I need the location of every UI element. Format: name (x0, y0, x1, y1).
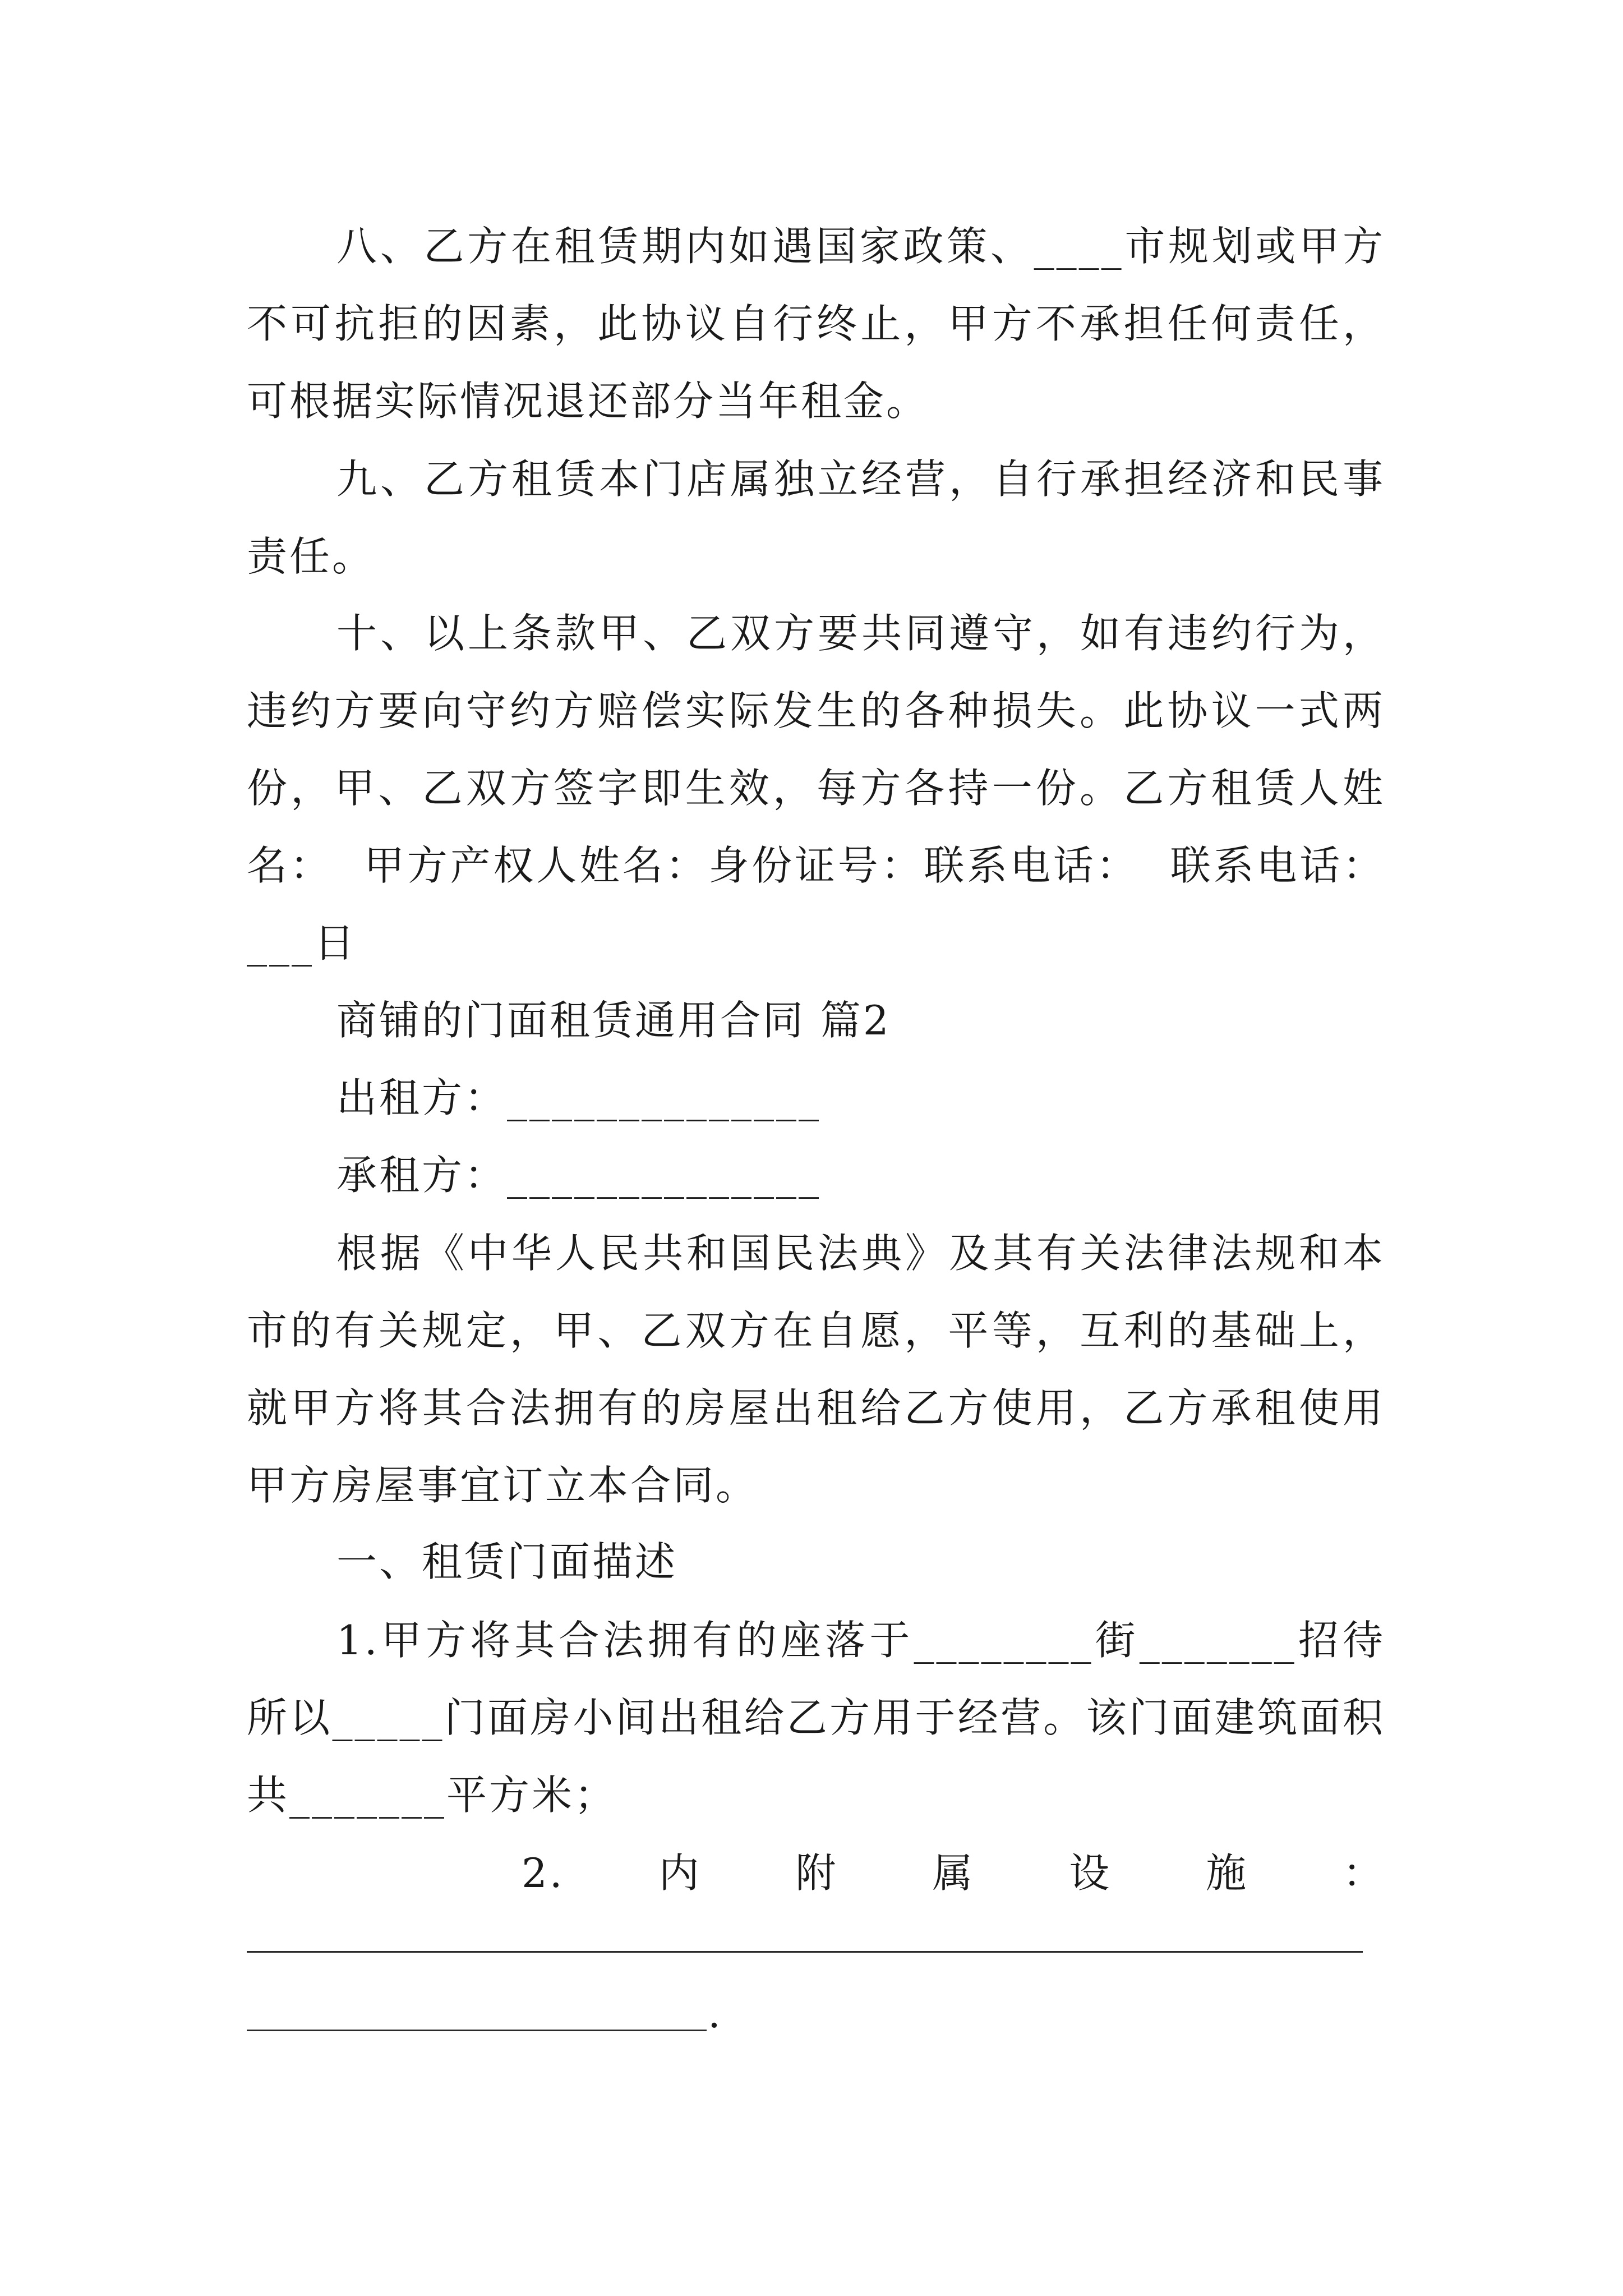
clause-9 (247, 440, 1385, 595)
item-2 (247, 1834, 1385, 1912)
item-2-char: 2. (522, 1849, 565, 1897)
item-2-char: 附 (795, 1849, 838, 1897)
item-2-char: 内 (658, 1849, 702, 1897)
clause-8-text: 八、乙方在租赁期内如遇国家政策、____市规划或甲方不可抗拒的因素，此协议自行终止，甲方不承担任何责任，可根据实际情况退还部分当年租金。 (247, 223, 1385, 425)
clause-10-text: 十、以上条款甲、乙双方要共同遵守，如有违约行为，违约方要向守约方赔偿实际发生的各种损失。此协议一式两份，甲、乙双方签字即生效，每方各持一份。乙方租赁人姓名： 甲方产权人姓名：身份证号：联系电话： 联系电话：___日 (247, 610, 1385, 967)
lessor-line: 出租方：______________ (336, 1074, 822, 1121)
clause-9-text: 九、乙方租赁本门店属独立经营，自行承担经济和民事责任。 (247, 455, 1385, 580)
item-2-title-line (247, 1834, 1385, 1912)
blank-fill-line-2 (247, 2030, 707, 2031)
item-2-period: . (708, 1990, 723, 2037)
article-2-title: 商铺的门面租赁通用合同 篇2 (336, 997, 891, 1044)
article-2-heading-block (247, 982, 1385, 1214)
clause-8 (247, 208, 1385, 440)
contract-intro (247, 1214, 1385, 1524)
blank-fill-line-1 (247, 1951, 1363, 1953)
item-2-char: 设 (1069, 1849, 1112, 1897)
lessee-line: 承租方：______________ (336, 1152, 822, 1199)
item-2-char: 施 (1206, 1849, 1249, 1897)
item-2-char: 属 (932, 1849, 975, 1897)
clause-10 (247, 595, 1385, 982)
item-2-end (708, 1975, 753, 2052)
item-1-text: 1.甲方将其合法拥有的座落于________街_______招待所以_____门面房小间出租给乙方用于经营。该门面建筑面积共_______平方米； (247, 1617, 1385, 1819)
contract-intro-text: 根据《中华人民共和国民法典》及其有关法律法规和本市的有关规定，甲、乙双方在自愿，平等，互利的基础上，就甲方将其合法拥有的房屋出租给乙方使用，乙方承租使用甲方房屋事宜订立本合同。 (247, 1230, 1385, 1509)
item-1 (247, 1602, 1385, 1834)
section-1-title: 一、租赁门面描述 (336, 1538, 678, 1585)
section-1 (247, 1523, 1385, 1600)
item-2-char: ： (1342, 1849, 1385, 1897)
